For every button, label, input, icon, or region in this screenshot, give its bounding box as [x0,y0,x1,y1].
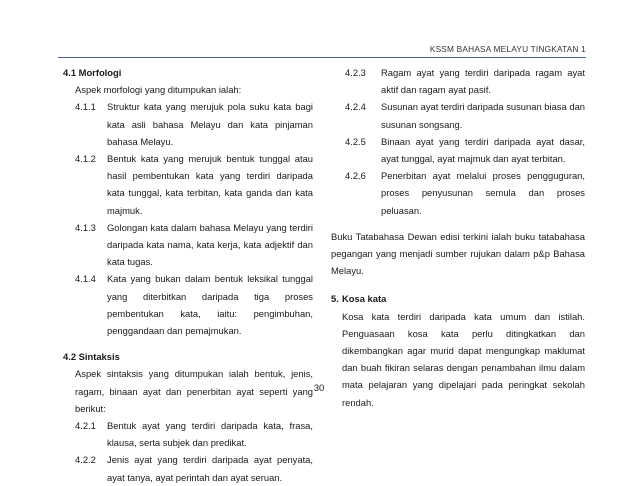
list-item [63,150,313,219]
right-column [331,64,585,411]
item-number: 4.1.2 [75,153,96,165]
reference-paragraph: Buku Tatabahasa Dewan edisi terkini ialah buku tatabahasa pegangan yang menjadi sumber rujukan dalam p&p Bahasa Melayu. [331,230,585,277]
section-number: 5. [331,293,339,305]
sintaksis-intro: Aspek sintaksis yang ditumpukan ialah bentuk, jenis, ragam, binaan ayat dan penerbitan ayat seperti yang berikut: [75,368,313,414]
item-number: 4.2.1 [75,420,96,432]
section-title: Kosa kata [342,293,387,305]
list-item [63,417,313,451]
header-rule [58,57,586,58]
item-text: Binaan ayat yang terdiri daripada ayat dasar, ayat tunggal, ayat majmuk dan ayat terbitan. [381,135,585,165]
left-column [63,64,313,486]
list-item [63,98,313,150]
section-heading-kosa-kata [331,290,585,307]
item-number: 4.1.1 [75,101,96,113]
item-text: Susunan ayat terdiri daripada susunan biasa dan susunan songsang. [381,101,585,130]
item-text: Bentuk ayat yang terdiri daripada kata, frasa, klausa, serta subjek dan predikat. [107,420,313,449]
item-text: Jenis ayat yang terdiri daripada ayat penyata, ayat tanya, ayat perintah dan ayat seruan. [107,454,313,483]
list-item [331,167,585,219]
item-number: 4.2.6 [345,170,366,182]
section-heading-morfologi: 4.1 Morfologi [63,67,122,78]
item-number: 4.1.4 [75,273,96,285]
spacer [331,279,585,290]
list-item [63,270,313,339]
morfologi-intro: Aspek morfologi yang ditumpukan ialah: [75,84,242,96]
item-text: Penerbitan ayat melalui proses pengguguran, proses penyusunan semula dan proses peluasan. [381,170,585,216]
list-item [331,133,585,167]
item-text: Ragam ayat yang terdiri daripada ragam ayat aktif dan ragam ayat pasif. [381,67,585,96]
item-number: 4.2.3 [345,67,366,78]
list-item [331,98,585,132]
item-number: 4.1.3 [75,221,96,233]
list-item [63,451,313,485]
item-text: Struktur kata yang merujuk pola suku kata bagi kata asli bahasa Melayu dan kata pinjaman bahasa Melayu. [107,101,313,147]
item-text: Kata yang bukan dalam bentuk leksikal tunggal yang diterbitkan daripada tiga proses pembentukan kata, iaitu: pengimbuhan, penggandaan dan pemajmukan. [107,273,313,337]
page-number: 30 [313,383,325,394]
kosa-kata-paragraph: Kosa kata terdiri daripada kata umum dan istilah. Penguasaan kosa kata perlu ditingkatkan dan dikembangkan agar murid dapat mengungkap maklumat dan buah fikiran selaras dengan penambahan ilmu dalam mata pelajaran yang dipelajari pada peringkat sekolah rendah. [342,310,585,408]
list-item [63,219,313,271]
item-text: Golongan kata dalam bahasa Melayu yang terdiri daripada kata nama, kata kerja, kata adjektif dan kata tugas. [107,221,313,268]
item-number: 4.2.2 [75,454,96,466]
section-heading-sintaksis: 4.2 Sintaksis [63,351,120,363]
spacer [63,339,313,348]
spacer [331,219,585,228]
item-text: Bentuk kata yang merujuk bentuk tunggal atau hasil pembentukan kata yang terdiri daripada kata tunggal, kata terbitan, kata ganda dan kata majmuk. [107,153,313,216]
list-item [331,64,585,98]
page-header: KSSM BAHASA MELAYU TINGKATAN 1 [429,44,586,54]
item-number: 4.2.5 [345,135,366,147]
item-number: 4.2.4 [345,101,366,113]
